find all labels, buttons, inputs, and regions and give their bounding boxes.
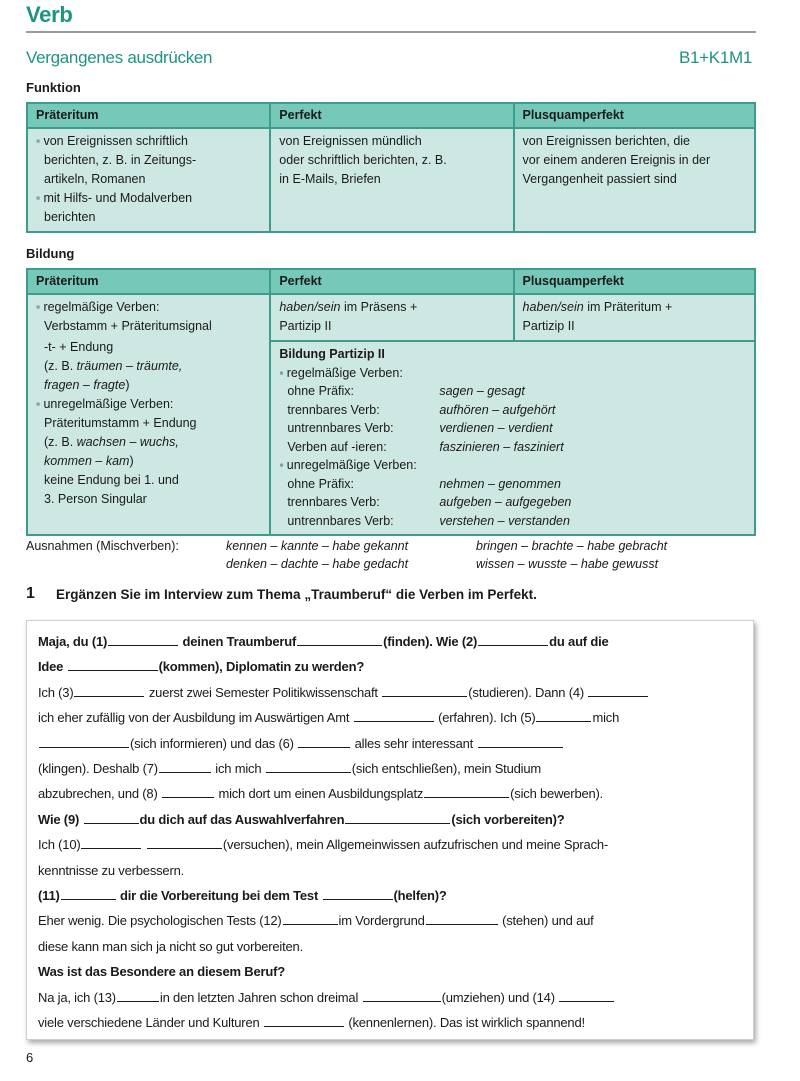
bullet-icon: ▪ [279, 458, 284, 472]
blank-4b[interactable] [354, 708, 434, 722]
bullet-icon: ▪ [36, 134, 41, 148]
blank-13a[interactable] [117, 988, 159, 1002]
blank-6b[interactable] [478, 734, 563, 748]
blank-2b[interactable] [68, 657, 158, 671]
blank-1b[interactable] [297, 632, 382, 646]
bullet-icon: ▪ [279, 365, 284, 380]
exception-item: kennen – kannte – habe gekannt [226, 539, 409, 553]
partizip-title: Bildung Partizip II [279, 347, 385, 361]
exception-item: denken – dachte – habe gedacht [226, 557, 409, 571]
blank-11b[interactable] [323, 886, 393, 900]
funktion-plusquamperfekt-cell: von Ereignissen berichten, die vor einem anderen Ereignis in der Vergangenheit passiert sind [514, 128, 755, 232]
title-divider [26, 31, 756, 33]
blank-12a[interactable] [283, 911, 338, 925]
blank-13b[interactable] [363, 988, 441, 1002]
column-header-praeteritum: Präteritum [27, 269, 270, 294]
funktion-heading: Funktion [26, 80, 81, 95]
blank-8b[interactable] [424, 784, 509, 798]
blank-12b[interactable] [426, 911, 498, 925]
exceptions-label: Ausnahmen (Mischverben): [26, 539, 179, 553]
blank-6a[interactable] [298, 734, 350, 748]
bildung-perfekt-cell: haben/sein im Präsens + Partizip II [270, 294, 513, 341]
column-header-perfekt: Perfekt [270, 103, 513, 128]
bildung-table [26, 268, 756, 536]
blank-9b[interactable] [345, 810, 450, 824]
blank-4a[interactable] [588, 683, 648, 697]
bildung-praeteritum-cell: ▪ regelmäßige Verben: Verbstamm + Präteritumsignal -t- + Endung (z. B. träumen – träumte, fragen – fragte) ▪ unregelmäßige Verben: Präteritumstamm + Endung (z. B. wachsen – wuchs, kommen – kam) keine Endung bei 1. und 3. Person Singular [27, 294, 270, 535]
exception-item: wissen – wusste – habe gewusst [476, 557, 659, 571]
blank-3b[interactable] [382, 683, 467, 697]
bullet-icon: ▪ [36, 397, 41, 411]
blank-5b[interactable] [39, 734, 129, 748]
blank-7a[interactable] [159, 759, 211, 773]
blank-5a[interactable] [536, 708, 591, 722]
blank-1a[interactable] [108, 632, 178, 646]
page-number: 6 [26, 1050, 34, 1065]
funktion-table [26, 102, 756, 233]
task-instruction: Ergänzen Sie im Interview zum Thema „Traumberuf“ die Verben im Perfekt. [56, 587, 537, 602]
blank-14a[interactable] [559, 988, 614, 1002]
blank-14b[interactable] [264, 1013, 344, 1027]
section-code: B1+K1M1 [678, 48, 752, 67]
funktion-perfekt-cell: von Ereignissen mündlich oder schriftlich berichten, z. B. in E-Mails, Briefen [270, 128, 513, 232]
column-header-plusquamperfekt: Plusquamperfekt [514, 269, 755, 294]
bullet-icon: ▪ [36, 191, 41, 205]
blank-7b[interactable] [266, 759, 351, 773]
section-title: Vergangenes ausdrücken [26, 48, 213, 67]
task-number: 1 [26, 585, 35, 602]
page-title: Verb [26, 2, 73, 27]
column-header-perfekt: Perfekt [270, 269, 513, 294]
bildung-heading: Bildung [26, 246, 75, 261]
exception-item: bringen – brachte – habe gebracht [476, 539, 668, 553]
blank-10a[interactable] [81, 835, 141, 849]
blank-9a[interactable] [84, 810, 139, 824]
blank-8a[interactable] [162, 784, 214, 798]
funktion-praeteritum-cell: ▪ von Ereignissen schriftlich berichten, z. B. in Zeitungs- artikeln, Romanen ▪ mit Hilfs- und Modalverben berichten [27, 128, 270, 232]
partizip-cell: Bildung Partizip II ▪ regelmäßige Verben: ohne Präfix: sagen – gesagt trennbares Verb: aufhören – aufgehört untrennbares Verb: verdienen – verdient Verben auf -ieren: faszinieren – fasziniert ▪ unregelmäßige Verben: ohne Präfix: nehmen – genommen trennbares Verb: aufgeben – aufgegeben untrennbares Verb: verstehen – verstanden [270, 341, 755, 535]
bildung-plusquamperfekt-cell: haben/sein im Präteritum + Partizip II [514, 294, 755, 341]
blank-10b[interactable] [147, 835, 222, 849]
blank-3a[interactable] [74, 683, 144, 697]
column-header-plusquamperfekt: Plusquamperfekt [514, 103, 755, 128]
blank-11a[interactable] [61, 886, 116, 900]
exercise-box: Maja, du (1) deinen Traumberuf (finden). Wie (2) du auf die Idee (kommen), Diplomatin zu werden? Ich (3) zuerst zwei Semester Politikwissenschaft (studieren). Dann (4) ich eher zufällig von der Ausbildung im Auswärtigen Amt (erfahren). Ich (5) mich (sich informieren) und das (6) alles sehr interessant (klingen). Deshalb (7) ich mich (sich entschließen), mein Studium abzubrechen, und (8) mich dort um einen Ausbildungsplatz (sich bewerben). Wie (9) du dich auf das Auswahlverfahren (sich vorbereiten)? Ich (10) (versuchen), mein Allgemeinwissen aufzufrischen und meine Sprach- kenntnisse zu verbessern. (11) dir die Vorbereitung bei dem Test (helfen)? Eher wenig. Die psychologischen Tests (12) im Vordergrund (stehen) und auf diese kann man sich ja nicht so gut vorbereiten. Was ist das Besondere an diesem Beruf? Na ja, ich (13) in den letzten Jahren schon dreimal (umziehen) und (14) viele verschiedene Länder und Kulturen (kennenlernen). Das ist wirklich spannend! [26, 620, 754, 1040]
bullet-icon: ▪ [36, 300, 41, 314]
blank-2a[interactable] [478, 632, 548, 646]
column-header-praeteritum: Präteritum [27, 103, 270, 128]
